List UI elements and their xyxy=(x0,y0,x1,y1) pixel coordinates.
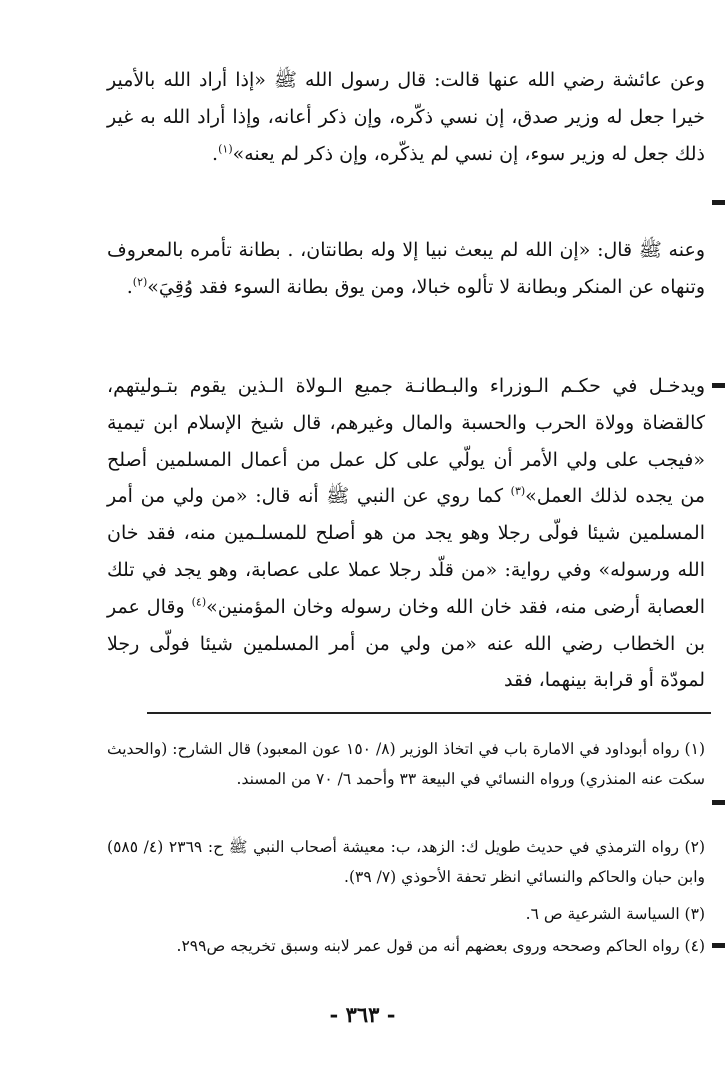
footnote-4: (٤) رواه الحاكم وصححه وروى بعضهم أنه من قول عمر لابنه وسبق تخريجه ص٢٩٩. xyxy=(176,937,705,955)
paragraph-text: ويدخـل في حكـم الـوزراء والبـطانـة جميع الـولاة الـذين يقوم بتـوليتهم، كالقضاة وولاة الحرب والحسبة والمال وغيرهم، قال شيخ الإسلام ابن تيمية «فيجب على ولي الأمر أن يولّي على كل عمل من أعمال المسلمين أصلح من يجده لذلك العمل» xyxy=(107,375,705,508)
footnote-ref: (٢) xyxy=(132,275,148,289)
scan-edge-mark xyxy=(712,800,725,805)
footnote-1: (١) رواه أبوداود في الامارة باب في اتخاذ الوزير (٨/ ١٥٠ عون المعبود) قال الشارح: (والحديث سكت عنه المنذري) ورواه النسائي في البيعة ٣٣ وأحمد ٦/ ٧٠ من المسند. xyxy=(107,740,705,788)
footnote-divider xyxy=(147,712,711,714)
footnote-ref: (٤) xyxy=(191,595,207,609)
footnote-ref: (٣) xyxy=(510,485,526,499)
scan-edge-mark xyxy=(712,383,725,388)
footnote-3: (٣) السياسة الشرعية ص ٦. xyxy=(525,905,705,923)
paragraph-text: وعن عائشة رضي الله عنها قالت: قال رسول الله ﷺ «إذا أراد الله بالأمير خيرا جعل له وزير صدق، إن نسي ذكّره، وإن ذكر أعانه، وإذا أراد الله به غير ذلك جعل له وزير سوء، إن نسي لم يذكّره، وإن ذكر لم يعنه» xyxy=(107,69,705,165)
paragraph-aisha-hadith xyxy=(107,62,705,173)
footnote-2: (٢) رواه الترمذي في حديث طويل ك: الزهد، ب: معيشة أصحاب النبي ﷺ ح: ٢٣٦٩ (٤/ ٥٨٥) وابن حبان والحاكم والنسائي انظر تحفة الأحوذي (٧/ ٣٩). xyxy=(107,838,705,886)
paragraph-governors xyxy=(107,368,705,699)
paragraph-end: . xyxy=(126,276,133,298)
paragraph-text: وعنه ﷺ قال: «إن الله لم يبعث نبيا إلا وله بطانتان، . بطانة تأمره بالمعروف وتنهاه عن المنكر وبطانة لا تألوه خبالا، ومن يوق بطانة السوء فقد وُقِيَ» xyxy=(107,239,705,298)
footnote-ref: (١) xyxy=(218,142,233,156)
scan-edge-mark xyxy=(712,943,725,948)
paragraph-text: وقال عمر بن الخطاب رضي الله عنه «من ولي من أمر المسلمين شيئا فولّى رجلا لمودّة أو قرابة بينهما، فقد xyxy=(107,595,705,692)
paragraph-text: كما روي عن النبي ﷺ أنه قال: «من ولي من أمر المسلمين شيئا فولّى رجلا وهو يجد من هو أصلح للمسلـمين منه، فقد خان الله ورسوله» وفي رواية: «من قلّد رجلا عملا على عصابة، وهو يجد في تلك العصابة أرضى منه، فقد خان الله وخان رسوله وخان المؤمنين» xyxy=(107,485,705,618)
scan-edge-mark xyxy=(712,200,725,205)
page-number: - ٣٦٣ - xyxy=(329,1002,396,1027)
paragraph-bitana-hadith xyxy=(107,232,705,306)
paragraph-end: . xyxy=(212,143,219,165)
